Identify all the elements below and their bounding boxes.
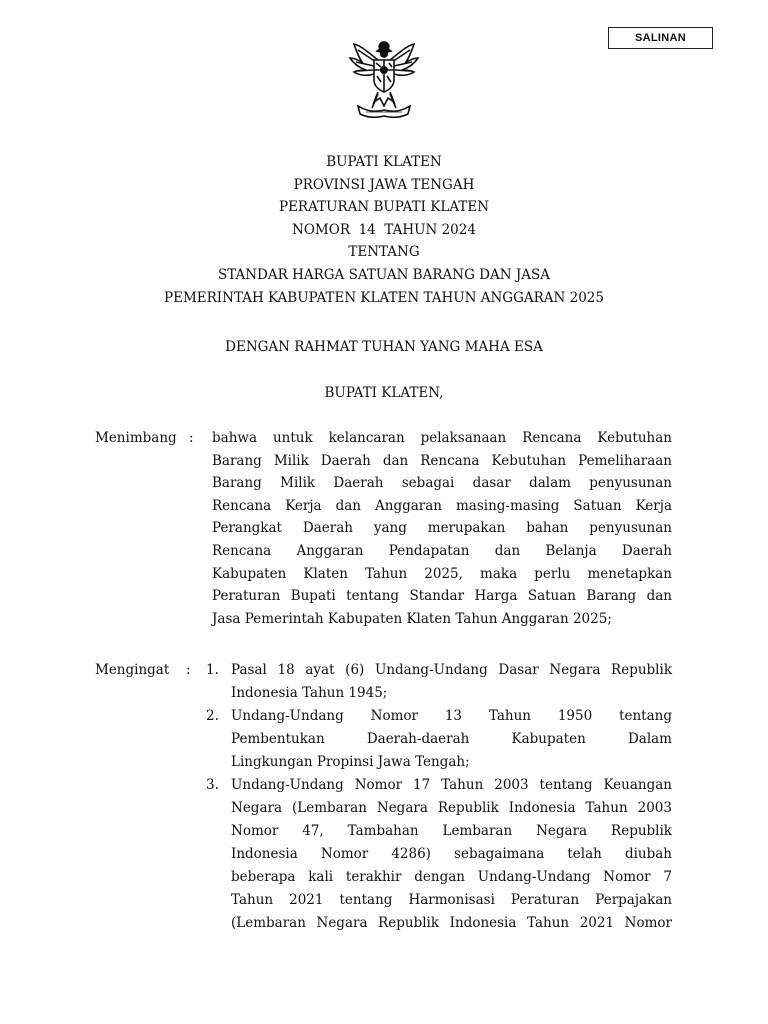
list-item-line: Undang-Undang Nomor 17 Tahun 2003 tentang Keuangan [231, 777, 672, 793]
heading-line-5: TENTANG [348, 244, 420, 261]
menimbang-line: Barang Milik Daerah dan Rencana Kebutuhan Pemeliharaan [212, 452, 672, 469]
heading-line-3: PERATURAN BUPATI KLATEN [278, 199, 490, 216]
list-item-line: Indonesia Tahun 1945; [231, 685, 388, 701]
list-item-line: Nomor 47, Tambahan Lembaran Negara Republik [231, 823, 672, 839]
list-item-line: Negara (Lembaran Negara Republik Indonesia Tahun 2003 [231, 800, 672, 816]
mengingat-list [206, 659, 674, 935]
menimbang-line: Rencana Kerja dan Anggaran masing-masing Satuan Kerja [212, 497, 672, 514]
list-item-body [231, 705, 672, 774]
list-item-line: (Lembaran Negara Republik Indonesia Tahun 2021 Nomor [231, 915, 672, 931]
list-item-line: Undang-Undang Nomor 13 Tahun 1950 tentang [231, 708, 672, 724]
list-item [206, 774, 674, 935]
list-item-line: Tahun 2021 tentang Harmonisasi Peraturan Perpajakan [231, 892, 672, 908]
menimbang-line: Rencana Anggaran Pendapatan dan Belanja Daerah [212, 542, 672, 559]
regent-title: BUPATI KLATEN, [324, 385, 444, 401]
list-item-line: beberapa kali terakhir dengan Undang-Undang Nomor 7 [231, 869, 672, 885]
salinan-stamp: SALINAN [608, 27, 713, 49]
heading-line-4: NOMOR 14 TAHUN 2024 [292, 221, 476, 238]
mengingat-colon: : [186, 662, 191, 678]
list-item [206, 659, 674, 705]
menimbang-line: Jasa Pemerintah Kabupaten Klaten Tahun Anggaran 2025; [212, 610, 612, 627]
heading-line-1: BUPATI KLATEN [326, 154, 442, 170]
menimbang-paragraph [212, 427, 672, 630]
list-item-body [231, 774, 672, 935]
list-item-line: Lingkungan Propinsi Jawa Tengah; [231, 754, 470, 770]
list-item-number: 2. [206, 708, 219, 724]
menimbang-line: Kabupaten Klaten Tahun 2025, maka perlu menetapkan [212, 565, 672, 582]
blessing-line: DENGAN RAHMAT TUHAN YANG MAHA ESA [225, 339, 543, 355]
list-item-body [231, 659, 672, 705]
menimbang-line: Barang Milik Daerah sebagai dasar dalam penyusunan [212, 475, 672, 492]
list-item-line: Pembentukan Daerah-daerah Kabupaten Dalam [231, 731, 672, 747]
list-item-line: Pasal 18 ayat (6) Undang-Undang Dasar Negara Republik [231, 662, 672, 678]
list-item [206, 705, 674, 774]
menimbang-line: Perangkat Daerah yang merupakan bahan penyusunan [212, 520, 672, 537]
menimbang-line: bahwa untuk kelancaran pelaksanaan Rencana Kebutuhan [212, 430, 672, 446]
garuda-emblem-icon [340, 36, 428, 124]
list-item-number: 3. [206, 777, 219, 793]
menimbang-colon: : [189, 430, 194, 446]
menimbang-label: Menimbang [95, 430, 177, 446]
heading-line-7: PEMERINTAH KABUPATEN KLATEN TAHUN ANGGARAN 2025 [164, 289, 604, 306]
mengingat-label: Mengingat [95, 662, 170, 678]
list-item-line: Indonesia Nomor 4286) sebagaimana telah diubah [231, 846, 672, 862]
heading-line-2: PROVINSI JAWA TENGAH [293, 176, 475, 193]
heading-line-6: STANDAR HARGA SATUAN BARANG DAN JASA [217, 266, 550, 283]
list-item-number: 1. [206, 662, 219, 678]
document-heading [0, 151, 768, 309]
menimbang-line: Peraturan Bupati tentang Standar Harga Satuan Barang dan [212, 588, 672, 605]
